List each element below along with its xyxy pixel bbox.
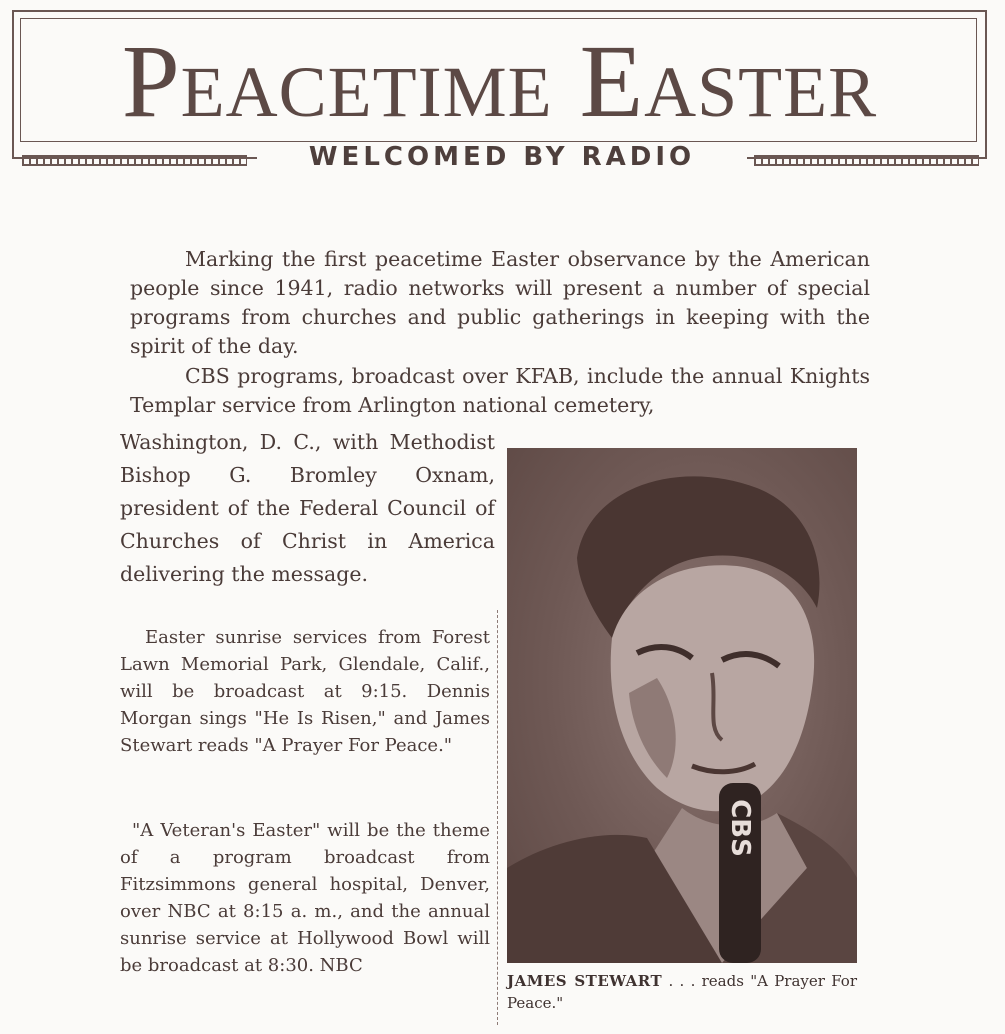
subheadline: WELCOMED BY RADIO: [257, 142, 747, 172]
decorative-rule-left: [22, 155, 247, 166]
headline-initial-e: E: [579, 24, 645, 139]
microphone-cbs-letters: CBS: [725, 799, 755, 857]
article-paragraph-2-narrow: Washington, D. C., with Methodist Bishop G. Bromley Oxnam, president of the Federal Council of Churches of Christ in America delivering the message.: [120, 430, 495, 586]
article-paragraph-4: "A Veteran's Easter" will be the theme of a program broadcast from Fitzsimmons general hospital, Denver, over NBC at 8:15 a. m., and the annual sunrise service at Hollywood Bowl will be broadcast at 8:30. NBC: [120, 820, 490, 976]
headline-word-peacetime: EACETIME: [180, 52, 553, 132]
photo-caption: [507, 970, 857, 1014]
decorative-rule-right: [754, 155, 979, 166]
subhead-row: [12, 142, 987, 172]
caption-text: . . . reads "A Prayer For Peace.": [507, 972, 858, 1012]
headline-initial-p: P: [121, 24, 181, 139]
james-stewart-photo: [507, 448, 857, 963]
caption-name: JAMES STEWART: [507, 972, 663, 990]
headline-word-easter: ASTER: [644, 52, 878, 132]
column-divider: [497, 610, 498, 1025]
article-paragraph-3: Easter sunrise services from Forest Lawn Memorial Park, Glendale, Calif., will be broadcast at 9:15. Dennis Morgan sings "He Is Risen," and James Stewart reads "A Prayer For Peace.": [120, 627, 490, 756]
masthead: [12, 10, 987, 170]
article-paragraph-1: Marking the first peacetime Easter observance by the American people since 1941, radio networks will present a number of special programs from churches and public gatherings in keeping with the spirit of the day.: [130, 247, 870, 358]
headline: [12, 24, 987, 144]
portrait-illustration: [507, 448, 857, 963]
article-paragraph-2-wide: CBS programs, broadcast over KFAB, include the annual Knights Templar service from Arlington national cemetery,: [130, 364, 870, 417]
